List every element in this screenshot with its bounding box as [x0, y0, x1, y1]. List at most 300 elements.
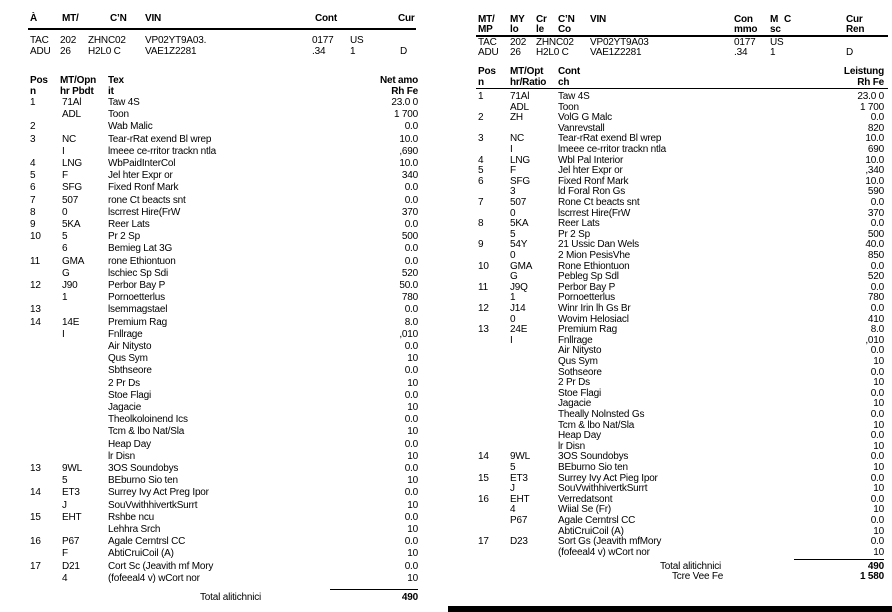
item-pos: 11: [30, 256, 40, 267]
item-code: EHT: [510, 494, 530, 505]
item-text: lmeee ce-rritor trackn ntla: [108, 146, 216, 157]
vehicle-header-cell: MT/: [478, 14, 495, 25]
item-amount: 0.0: [870, 303, 884, 314]
total2-value: 1 580: [859, 571, 884, 582]
item-amount: 0.0: [870, 494, 884, 505]
item-code: NC: [62, 134, 77, 145]
item-code: 71Al: [62, 97, 82, 108]
vehicle-cell: 1: [350, 46, 356, 57]
item-text: Verredatsont: [558, 494, 613, 505]
item-amount: 0.0: [870, 388, 884, 399]
item-pos: 15: [30, 512, 41, 523]
item-amount: 8.0: [404, 317, 418, 328]
column-subheader-code: hr Pbdt: [60, 86, 94, 97]
item-pos: 13: [478, 324, 489, 335]
item-code: J90: [62, 280, 78, 291]
item-code: 0: [510, 314, 516, 325]
item-text: AbtiCruiCoil (A): [108, 548, 174, 559]
item-amount: 0.0: [870, 409, 884, 420]
item-text: Stoe Flagi: [108, 390, 152, 401]
item-text: Pr 2 Sp: [558, 229, 590, 240]
vehicle-header-cell: mmo: [734, 24, 758, 35]
vehicle-header-cell: Co: [558, 24, 571, 35]
vehicle-header-cell: M: [770, 14, 779, 25]
item-code: NC: [510, 133, 525, 144]
item-text: Theally Nolnsted Gs: [558, 409, 645, 420]
item-amount: 0.0: [404, 390, 418, 401]
item-pos: 14: [30, 487, 41, 498]
item-code: GMA: [62, 256, 85, 267]
item-amount: 0.0: [404, 121, 418, 132]
item-text: Bemieg Lat 3G: [108, 243, 173, 254]
item-text: Heap Day: [108, 439, 151, 450]
item-text: Surrey Ivy Act Preg Ipor: [108, 487, 209, 498]
item-amount: 10.0: [399, 134, 418, 145]
vehicle-cell: ZHNC02: [536, 37, 574, 48]
item-text: Surrey Ivy Act Pieg Ipor: [558, 473, 658, 484]
total-value: 490: [401, 592, 418, 603]
item-text: Qus Sym: [558, 356, 598, 367]
item-code: 71Al: [510, 91, 530, 102]
item-amount: 0.0: [870, 282, 884, 293]
item-text: 3OS Soundobys: [558, 451, 629, 462]
item-amount: 10: [873, 377, 884, 388]
vehicle-cell: D: [400, 46, 408, 57]
item-pos: 1: [478, 91, 484, 102]
vehicle-cell: VP02YT9A03.: [145, 35, 207, 46]
vehicle-header-cell: VIN: [145, 13, 162, 24]
vehicle-cell: VAE1Z2281: [145, 46, 197, 57]
item-text: Tcm & lbo Nat/Sla: [108, 426, 185, 437]
item-code: I: [62, 329, 65, 340]
item-amount: 0.0: [404, 182, 418, 193]
item-amount: 10: [407, 524, 418, 535]
column-header-pos: Pos: [30, 75, 48, 86]
item-text: VolG G Malc: [558, 112, 612, 123]
item-amount: 0.0: [404, 512, 418, 523]
item-pos: 16: [30, 536, 41, 547]
vehicle-cell: 0177: [312, 35, 334, 46]
item-code: ZH: [510, 112, 523, 123]
item-amount: 10: [407, 451, 418, 462]
item-text: Wbl Pal Interior: [558, 155, 624, 166]
item-amount: 0.0: [870, 536, 884, 547]
item-code: ADL: [62, 109, 81, 120]
item-code: I: [510, 335, 513, 346]
item-amount: 10: [407, 378, 418, 389]
item-code: GMA: [510, 261, 533, 272]
vehicle-cell: 202: [510, 37, 527, 48]
item-text: AbtiCruiCoil (A): [558, 526, 624, 537]
item-code: ADL: [510, 102, 529, 113]
item-amount: ,010: [865, 335, 884, 346]
item-amount: 0.0: [404, 365, 418, 376]
item-amount: 0.0: [870, 345, 884, 356]
item-text: Tear-rRat exend Bl wrep: [108, 134, 212, 145]
item-pos: 14: [30, 317, 41, 328]
item-pos: 3: [478, 133, 484, 144]
item-text: SouVwithhivertkSurrt: [108, 500, 198, 511]
item-code: 5: [510, 462, 516, 473]
item-pos: 13: [30, 304, 41, 315]
item-text: Tcm & lbo Nat/Sla: [558, 420, 635, 431]
item-code: 5: [62, 231, 68, 242]
item-text: 2 Pr Ds: [558, 377, 590, 388]
item-text: Fixed Ronf Mark: [108, 182, 179, 193]
item-amount: 340: [401, 170, 418, 181]
column-header-amount: Leistung: [843, 66, 884, 77]
item-amount: 820: [867, 123, 884, 134]
item-text: WbPaidInterCol: [108, 158, 176, 169]
item-amount: 0.0: [404, 439, 418, 450]
vehicle-cell: TAC: [30, 35, 49, 46]
item-text: lr Disn: [108, 451, 135, 462]
item-amount: 10: [407, 402, 418, 413]
item-text: Pr 2 Sp: [108, 231, 140, 242]
vehicle-header-cell: lo: [510, 24, 519, 35]
item-code: LNG: [62, 158, 82, 169]
item-text: Fnllrage: [108, 329, 143, 340]
column-header-code: MT/Opn: [60, 75, 97, 86]
vehicle-cell: VAE1Z2281: [590, 47, 642, 58]
item-pos: 7: [30, 195, 36, 206]
item-pos: 8: [478, 218, 484, 229]
item-amount: 520: [867, 271, 884, 282]
item-text: lr Disn: [558, 441, 585, 452]
item-amount: 590: [867, 186, 884, 197]
item-text: Qus Sym: [108, 353, 148, 364]
item-code: ET3: [62, 487, 80, 498]
item-code: SFG: [510, 176, 530, 187]
vehicle-header-cell: MY: [510, 14, 525, 25]
item-amount: 50.0: [399, 280, 418, 291]
item-code: 14E: [62, 317, 80, 328]
vehicle-header-cell: Cr: [536, 14, 547, 25]
item-amount: 10: [407, 500, 418, 511]
item-pos: 12: [478, 303, 489, 314]
item-text: Reer Lats: [558, 218, 600, 229]
item-amount: 10: [407, 475, 418, 486]
item-text: Reer Lats: [108, 219, 150, 230]
item-amount: 10: [873, 420, 884, 431]
column-header-amount: Net amo: [379, 75, 418, 86]
item-amount: 850: [867, 250, 884, 261]
item-amount: 0.0: [404, 561, 418, 572]
column-header-code: MT/Opt: [510, 66, 544, 77]
item-pos: 10: [30, 231, 41, 242]
item-text: Fnllrage: [558, 335, 593, 346]
vehicle-cell: 202: [60, 35, 77, 46]
item-text: Jagacie: [558, 398, 592, 409]
item-text: lschiec Sp Sdi: [108, 268, 169, 279]
item-pos: 4: [30, 158, 36, 169]
item-amount: 8.0: [870, 324, 884, 335]
item-amount: 0.0: [404, 195, 418, 206]
item-amount: 10: [407, 573, 418, 584]
column-header-text: Tex: [108, 75, 124, 86]
total2-label: Tcre Vee Fe: [672, 571, 724, 582]
item-code: P67: [510, 515, 528, 526]
right-document-page: [454, 0, 892, 612]
vehicle-cell: ZHNC02: [88, 35, 126, 46]
item-amount: 0.0: [870, 112, 884, 123]
item-code: P67: [62, 536, 80, 547]
item-text: Cort Sc (Jeavith mf Mory: [108, 561, 214, 572]
item-text: 3OS Soundobys: [108, 463, 179, 474]
item-text: 2 Pr Ds: [108, 378, 140, 389]
vehicle-header-cell: C: [784, 14, 792, 25]
item-text: Taw 4S: [558, 91, 590, 102]
item-amount: 0.0: [404, 219, 418, 230]
vehicle-header-cell: Cur: [398, 13, 415, 24]
item-amount: 10: [407, 353, 418, 364]
vehicle-header-cell: C’N: [558, 14, 575, 25]
item-code: I: [62, 146, 65, 157]
item-code: 0: [510, 208, 516, 219]
item-text: lscrrest Hire(FrW: [108, 207, 181, 218]
item-amount: 0.0: [870, 473, 884, 484]
vehicle-cell: D: [846, 47, 854, 58]
item-text: Theolkoloinend Ics: [108, 414, 188, 425]
vehicle-cell: 1: [770, 47, 776, 58]
item-pos: 13: [30, 463, 41, 474]
item-amount: 500: [867, 229, 884, 240]
item-text: Tear-rRat exend Bl wrep: [558, 133, 662, 144]
item-pos: 9: [478, 239, 484, 250]
item-amount: 0.0: [870, 261, 884, 272]
column-subheader-code: hr/Ratio: [510, 77, 547, 88]
item-code: F: [62, 170, 68, 181]
item-pos: 17: [478, 536, 489, 547]
item-code: 5: [62, 475, 68, 486]
column-subheader-pos: n: [478, 77, 484, 88]
column-header-pos: Pos: [478, 66, 496, 77]
item-amount: 10: [873, 526, 884, 537]
item-amount: 0.0: [404, 487, 418, 498]
item-text: Heap Day: [558, 430, 601, 441]
item-pos: 5: [30, 170, 36, 181]
item-pos: 14: [478, 451, 489, 462]
item-text: Toon: [108, 109, 129, 120]
item-amount: 780: [867, 292, 884, 303]
item-text: Taw 4S: [108, 97, 140, 108]
item-pos: 3: [30, 134, 36, 145]
item-text: Rone Ethiontuon: [558, 261, 630, 272]
item-amount: 10.0: [865, 133, 884, 144]
item-amount: ,690: [399, 146, 418, 157]
total-label: Total alitichnici: [200, 592, 262, 603]
item-text: Pornoetterlus: [108, 292, 165, 303]
divider: [476, 88, 888, 89]
item-amount: 1 700: [859, 102, 884, 113]
item-text: (fofeeal4 v) wCort nor: [108, 573, 200, 584]
item-text: Air Nitysto: [108, 341, 152, 352]
item-amount: 500: [401, 231, 418, 242]
item-text: 21 Ussic Dan Wels: [558, 239, 639, 250]
item-amount: 23.0 0: [857, 91, 884, 102]
item-code: 0: [510, 250, 516, 261]
item-code: G: [510, 271, 518, 282]
item-code: 507: [62, 195, 79, 206]
item-text: (fofeeal4 v) wCort nor: [558, 547, 650, 558]
item-code: D23: [510, 536, 528, 547]
item-pos: 6: [30, 182, 36, 193]
item-text: lsemmagstael: [108, 304, 168, 315]
divider: [28, 28, 416, 30]
item-code: J14: [510, 303, 526, 314]
item-pos: 2: [30, 121, 36, 132]
item-code: SFG: [62, 182, 82, 193]
item-code: 4: [62, 573, 68, 584]
item-text: Premium Rag: [558, 324, 617, 335]
item-amount: 0.0: [870, 430, 884, 441]
divider: [794, 559, 884, 560]
item-pos: 6: [478, 176, 484, 187]
item-code: F: [510, 165, 516, 176]
item-code: J: [62, 500, 67, 511]
item-amount: 0.0: [404, 463, 418, 474]
item-amount: 10.0: [399, 158, 418, 169]
item-code: 5: [510, 229, 516, 240]
item-amount: 10.0: [865, 176, 884, 187]
item-code: LNG: [510, 155, 530, 166]
item-amount: 0.0: [870, 367, 884, 378]
item-text: BEburno Sio ten: [558, 462, 628, 473]
item-code: EHT: [62, 512, 82, 523]
item-amount: 10: [873, 398, 884, 409]
vehicle-cell: H2L0 C: [536, 47, 569, 58]
item-text: Stoe Flagi: [558, 388, 602, 399]
item-pos: 11: [478, 282, 488, 293]
vehicle-header-cell: C’N: [110, 13, 127, 24]
item-code: 4: [510, 504, 516, 515]
item-code: J9Q: [510, 282, 528, 293]
item-text: Wab Malic: [108, 121, 153, 132]
column-subheader-text: ch: [558, 77, 570, 88]
item-amount: 10.0: [865, 155, 884, 166]
item-text: Vanrevstall: [558, 123, 605, 134]
item-text: Fixed Ronf Mark: [558, 176, 629, 187]
item-amount: 10: [407, 426, 418, 437]
item-amount: 10: [407, 548, 418, 559]
item-text: ld Foral Ron Gs: [558, 186, 626, 197]
vehicle-header-cell: MP: [478, 24, 493, 35]
item-amount: 10: [873, 356, 884, 367]
vehicle-cell: ADU: [478, 47, 499, 58]
vehicle-header-cell: sc: [770, 24, 781, 35]
item-code: 3: [510, 186, 516, 197]
item-text: Wovim Helosiacl: [558, 314, 629, 325]
divider: [330, 589, 418, 590]
vehicle-cell: 26: [510, 47, 521, 58]
item-amount: 370: [867, 208, 884, 219]
column-subheader-pos: n: [30, 86, 36, 97]
item-pos: 10: [478, 261, 489, 272]
vehicle-header-cell: Cur: [846, 14, 863, 25]
vehicle-header-cell: Cont: [315, 13, 337, 24]
vehicle-header-cell: Ren: [846, 24, 865, 35]
item-pos: 8: [30, 207, 36, 218]
item-amount: 370: [401, 207, 418, 218]
item-code: ET3: [510, 473, 528, 484]
item-amount: 0.0: [870, 218, 884, 229]
vehicle-cell: ADU: [30, 46, 51, 57]
item-amount: 1 700: [393, 109, 418, 120]
item-text: Air Nitysto: [558, 345, 602, 356]
item-amount: 10: [873, 462, 884, 473]
item-code: F: [62, 548, 68, 559]
item-text: Sothseore: [558, 367, 602, 378]
item-code: 54Y: [510, 239, 528, 250]
item-amount: 520: [401, 268, 418, 279]
item-amount: 690: [867, 144, 884, 155]
item-text: 2 Mion PesisVhe: [558, 250, 631, 261]
item-amount: 0.0: [404, 304, 418, 315]
item-amount: 0.0: [404, 256, 418, 267]
column-subheader-amount: Rh Fe: [391, 86, 418, 97]
item-pos: 15: [478, 473, 489, 484]
item-amount: 10: [873, 441, 884, 452]
item-code: 9WL: [62, 463, 82, 474]
vehicle-cell: TAC: [478, 37, 497, 48]
item-text: BEburno Sio ten: [108, 475, 178, 486]
vehicle-cell: .34: [312, 46, 326, 57]
vehicle-cell: 0177: [734, 37, 756, 48]
item-pos: 9: [30, 219, 36, 230]
vehicle-cell: .34: [734, 47, 748, 58]
item-amount: 0.0: [404, 536, 418, 547]
column-subheader-amount: Rh Fe: [857, 77, 884, 88]
item-code: 24E: [510, 324, 528, 335]
page-bottom-bar: [448, 606, 892, 612]
item-code: I: [510, 144, 513, 155]
item-amount: 780: [401, 292, 418, 303]
item-pos: 4: [478, 155, 484, 166]
item-text: Wiial Se (Fr): [558, 504, 611, 515]
item-amount: 0.0: [870, 451, 884, 462]
vehicle-header-cell: VIN: [590, 14, 607, 25]
item-text: Agale Cerntrsl CC: [108, 536, 186, 547]
item-text: Sbthseore: [108, 365, 152, 376]
vehicle-cell: 26: [60, 46, 71, 57]
item-amount: ,340: [865, 165, 884, 176]
vehicle-header-cell: À: [30, 13, 38, 24]
item-text: rone Ct beacts snt: [108, 195, 186, 206]
item-amount: 10: [873, 504, 884, 515]
item-amount: 0.0: [404, 243, 418, 254]
item-code: J: [510, 483, 515, 494]
item-text: Rone Ct beacts snt: [558, 197, 640, 208]
item-amount: 0.0: [870, 515, 884, 526]
item-text: SouVwithhivertkSurrt: [558, 483, 648, 494]
vehicle-header-cell: le: [536, 24, 544, 35]
item-text: Jel hter Expr or: [558, 165, 623, 176]
item-text: lmeee ce-rritor trackn ntla: [558, 144, 666, 155]
item-amount: 23.0 0: [391, 97, 418, 108]
vehicle-header-cell: Con: [734, 14, 753, 25]
item-text: rone Ethiontuon: [108, 256, 176, 267]
item-amount: 410: [867, 314, 884, 325]
item-text: Perbor Bay P: [558, 282, 616, 293]
item-text: Jagacie: [108, 402, 142, 413]
item-pos: 1: [30, 97, 36, 108]
item-text: Pornoetterlus: [558, 292, 615, 303]
vehicle-cell: US: [350, 35, 364, 46]
item-text: Premium Rag: [108, 317, 167, 328]
total-value: 490: [867, 561, 884, 572]
vehicle-header-cell: MT/: [62, 13, 79, 24]
item-text: Perbor Bay P: [108, 280, 166, 291]
